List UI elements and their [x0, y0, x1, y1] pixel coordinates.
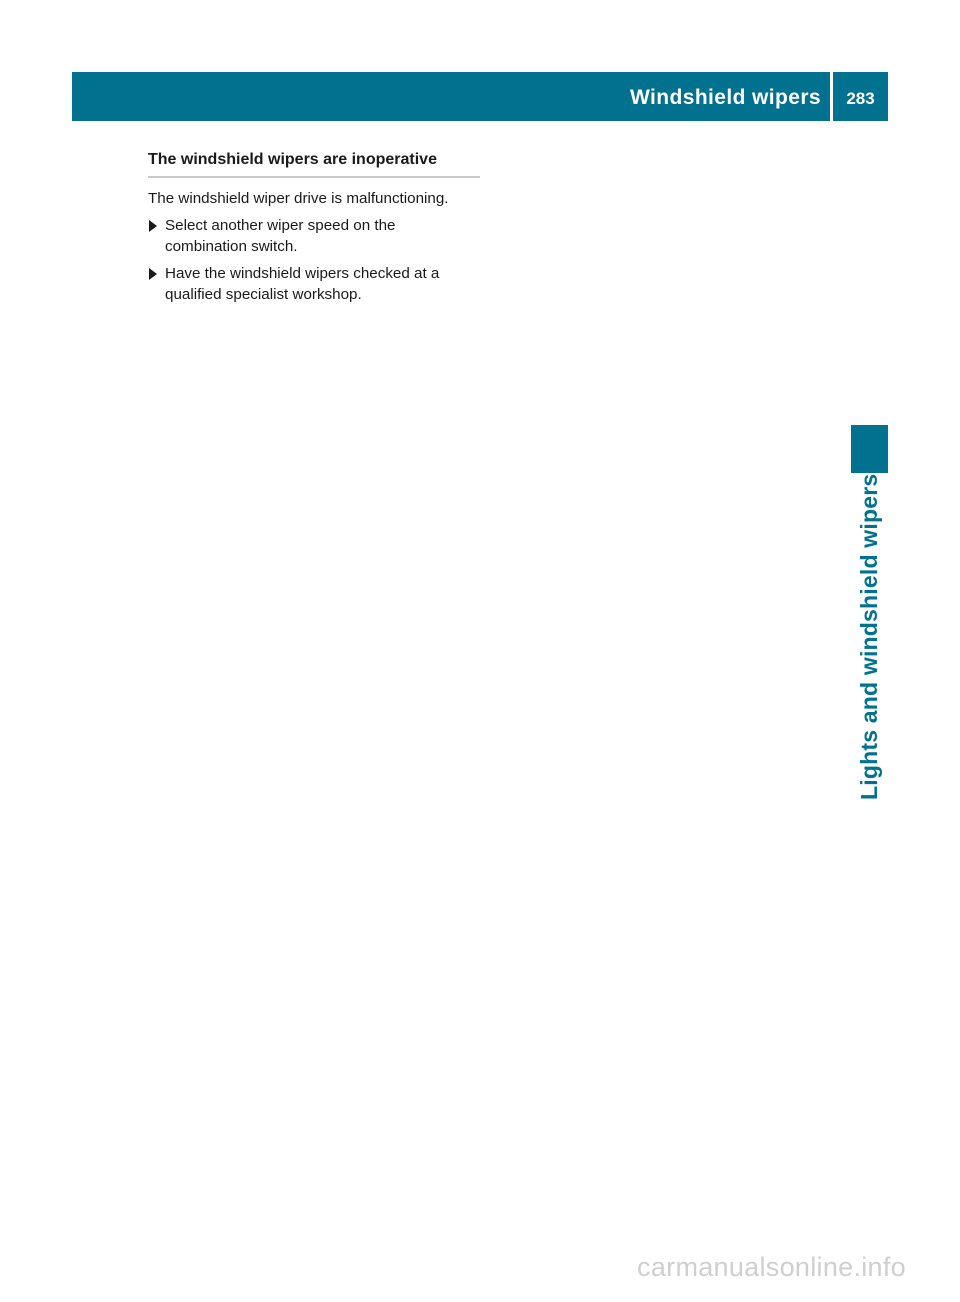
chapter-title: Windshield wipers — [630, 86, 821, 109]
instruction-step — [148, 263, 484, 305]
intro-paragraph: The windshield wiper drive is malfunctioning. — [148, 190, 449, 207]
watermark: carmanualsonline.info — [637, 1252, 906, 1282]
step-text-line: Have the windshield wipers checked at a — [165, 265, 440, 282]
step-text-line: combination switch. — [165, 238, 298, 255]
step-arrow-icon — [149, 268, 157, 280]
step-text-line: Select another wiper speed on the — [165, 217, 396, 234]
header-bar — [72, 72, 888, 121]
side-tab-label: Lights and windshield wipers — [856, 473, 882, 800]
section-title: The windshield wipers are inoperative — [148, 148, 480, 178]
side-tab-marker — [851, 425, 888, 473]
main-content — [148, 148, 484, 311]
step-text-line: qualified specialist workshop. — [165, 286, 362, 303]
instruction-step — [148, 215, 484, 257]
page-number: 283 — [846, 89, 875, 108]
step-arrow-icon — [149, 220, 157, 232]
